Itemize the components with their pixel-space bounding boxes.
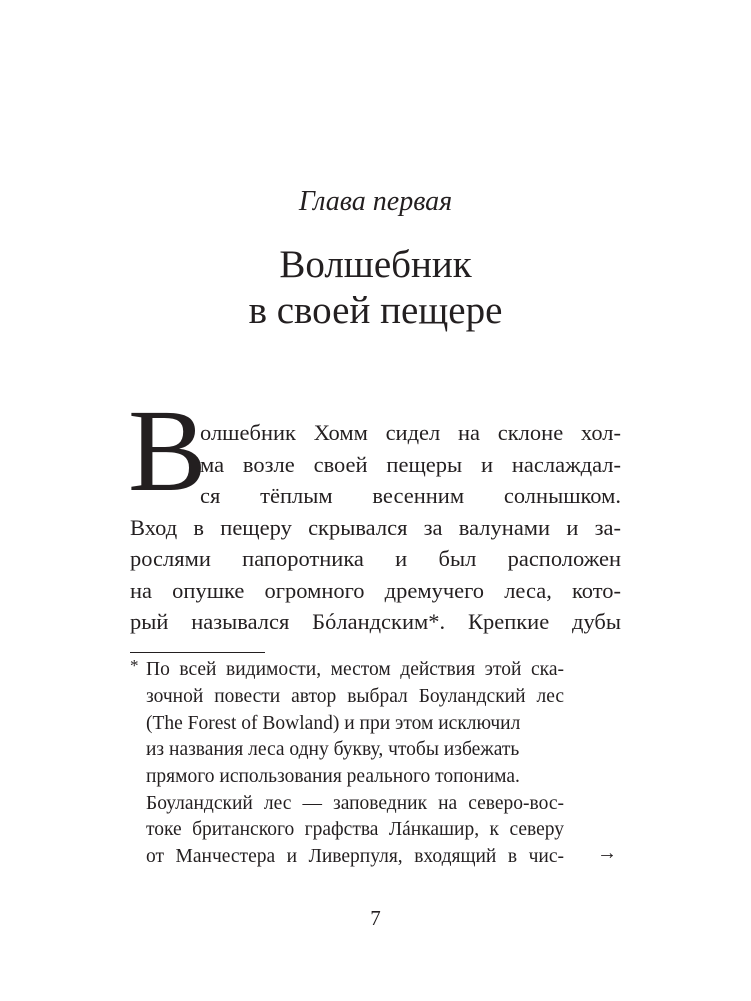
body-line: ся тёплым весенним солнышком. (200, 483, 621, 508)
drop-cap: В (128, 385, 207, 516)
footnote-line: токе британского графства Лáнкашир, к северу (146, 819, 564, 840)
body-line: олшебник Хомм сидел на склоне хол- (200, 420, 621, 445)
body-line: ма возле своей пещеры и наслаждал- (200, 452, 621, 477)
footnote-line: прямого использования реального топонима. (146, 766, 520, 787)
body-line: на опушке огромного дремучего леса, кото- (130, 578, 621, 603)
footnote-line: По всей видимости, местом действия этой ска- (146, 659, 564, 680)
chapter-label: Глава первая (298, 186, 453, 217)
footnote-marker: * (130, 656, 139, 675)
footnote-line: из названия леса одну букву, чтобы избежать (146, 739, 520, 760)
footnote-line: (The Forest of Bowland) и при этом исключил (146, 713, 521, 734)
body-line: Вход в пещеру скрывался за валунами и за- (130, 515, 621, 540)
chapter-title-line-2: в своей пещере (248, 289, 503, 332)
continue-arrow-icon: → (597, 842, 617, 864)
footnote-line: зочной повести автор выбрал Боуландский лес (146, 686, 564, 707)
footnote-line: от Манчестера и Ливерпуля, входящий в чис- (146, 846, 564, 867)
body-line: рослями папоротника и был расположен (130, 546, 621, 571)
page-number: 7 (370, 906, 381, 930)
footnote-line: Боуландский лес — заповедник на северо-вос- (146, 793, 564, 814)
body-line: рый назывался Бóландским*. Крепкие дубы (130, 609, 621, 634)
footnote-rule (130, 652, 265, 653)
chapter-title-line-1: Волшебник (279, 243, 472, 286)
